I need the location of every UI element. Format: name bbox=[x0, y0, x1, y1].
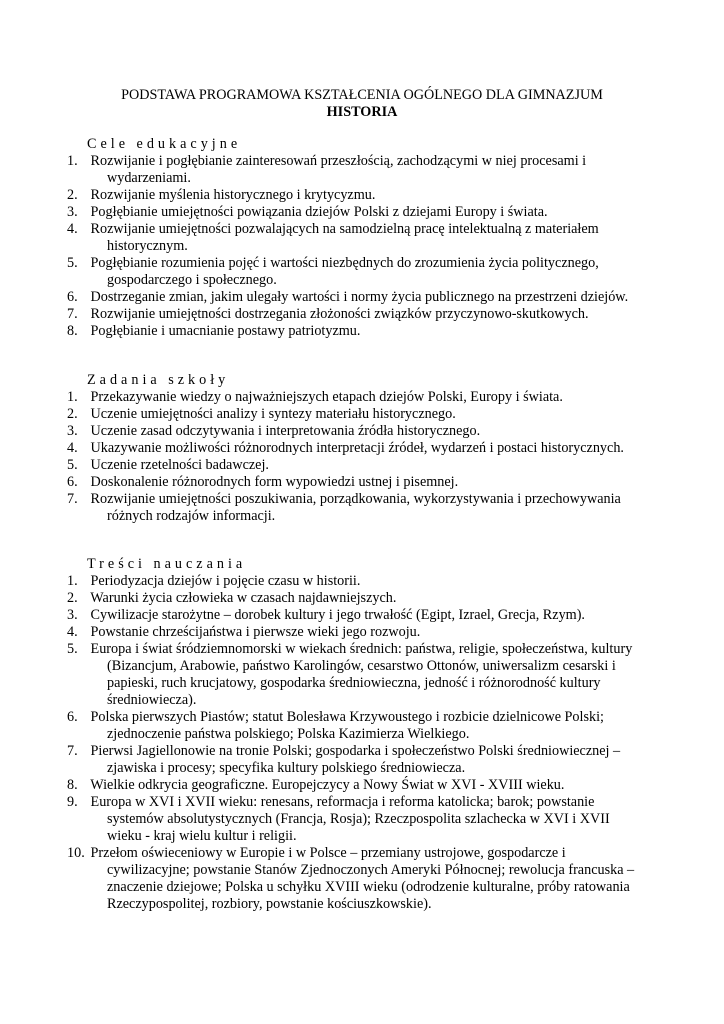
goals-list bbox=[67, 153, 647, 340]
section-cele-edukacyjne bbox=[67, 136, 647, 340]
item-text: Pierwsi Jagiellonowie na tronie Polski; gospodarka i społeczeństwo Polski średniowiecznej – zjawiska i procesy; specyfika kultury polskiego średniowiecza. bbox=[90, 743, 621, 776]
section-heading: Treści nauczania bbox=[87, 556, 247, 572]
content-list bbox=[67, 573, 647, 913]
list-item: 4. Ukazywanie możliwości różnorodnych interpretacji źródeł, wydarzeń i postaci historycznych. bbox=[67, 440, 624, 456]
section-heading: Zadania szkoły bbox=[87, 372, 230, 388]
list-item: 3. Cywilizacje starożytne – dorobek kultury i jego trwałość (Egipt, Izrael, Grecja, Rzym). bbox=[67, 607, 585, 623]
item-text: Polska pierwszych Piastów; statut Bolesława Krzywoustego i rozbicie dzielnicowe Polski; zjednoczenie państwa polskiego; Polska Kazimierza Wielkiego. bbox=[90, 709, 604, 742]
list-item: 10. Przełom oświeceniowy w Europie i w Polsce – przemiany ustrojowe, gospodarcze i cywilizacyjne; powstanie Stanów Zjednoczonych Ameryki Północnej; rewolucja francuska – znaczenie dziejowe; Polska u schyłku XVIII wieku (odrodzenie kulturalne, próby ratowania Rzeczypospolitej, rozbiory, powstanie kościuszkowskie). bbox=[67, 845, 635, 912]
item-text: Europa w XVI i XVII wieku: renesans, reformacja i reforma katolicka; barok; powstanie systemów absolutystycznych (Francja, Rosja); Rzeczpospolita szlachecka w XVI i XVII wieku - kraj wielu kultur i religii. bbox=[90, 794, 610, 844]
list-item: 7. Rozwijanie umiejętności dostrzegania złożoności związków przyczynowo-skutkowych. bbox=[67, 306, 589, 322]
item-text: Periodyzacja dziejów i pojęcie czasu w historii. bbox=[90, 573, 361, 589]
list-item: 1. Przekazywanie wiedzy o najważniejszych etapach dziejów Polski, Europy i świata. bbox=[67, 389, 563, 405]
item-text: Rozwijanie umiejętności pozwalających na samodzielną pracę intelektualną z materiałem historycznym. bbox=[90, 221, 599, 254]
list-item: 2. Warunki życia człowieka w czasach najdawniejszych. bbox=[67, 590, 397, 606]
item-text: Uczenie zasad odczytywania i interpretowania źródła historycznego. bbox=[90, 423, 481, 439]
list-item: 1. Periodyzacja dziejów i pojęcie czasu w historii. bbox=[67, 573, 361, 589]
item-text: Cywilizacje starożytne – dorobek kultury i jego trwałość (Egipt, Izrael, Grecja, Rzym). bbox=[90, 607, 585, 623]
item-text: Ukazywanie możliwości różnorodnych interpretacji źródeł, wydarzeń i postaci historycznych. bbox=[90, 440, 624, 456]
list-item: 2. Uczenie umiejętności analizy i syntezy materiału historycznego. bbox=[67, 406, 456, 422]
list-item: 6. Dostrzeganie zmian, jakim ulegały wartości i normy życia publicznego na przestrzeni dziejów. bbox=[67, 289, 629, 305]
item-text: Uczenie rzetelności badawczej. bbox=[90, 457, 269, 473]
list-item: 6. Doskonalenie różnorodnych form wypowiedzi ustnej i pisemnej. bbox=[67, 474, 459, 490]
item-text: Uczenie umiejętności analizy i syntezy materiału historycznego. bbox=[90, 406, 456, 422]
list-item: 7. Pierwsi Jagiellonowie na tronie Polski; gospodarka i społeczeństwo Polski średniowiecznej – zjawiska i procesy; specyfika kultury polskiego średniowiecza. bbox=[67, 743, 621, 776]
list-item: 2. Rozwijanie myślenia historycznego i krytycyzmu. bbox=[67, 187, 376, 203]
item-text: Rozwijanie i pogłębianie zainteresowań przeszłością, zachodzącymi w niej procesami i wydarzeniami. bbox=[90, 153, 587, 186]
item-text: Pogłębianie rozumienia pojęć i wartości niezbędnych do zrozumienia życia politycznego, gospodarczego i społecznego. bbox=[90, 255, 599, 288]
list-item: 5. Uczenie rzetelności badawczej. bbox=[67, 457, 269, 473]
section-zadania-szkoly bbox=[67, 372, 647, 525]
document-title: PODSTAWA PROGRAMOWA KSZTAŁCENIA OGÓLNEGO DLA GIMNAZJUM bbox=[121, 87, 603, 103]
section-tresci-nauczania bbox=[67, 556, 647, 913]
item-text: Przekazywanie wiedzy o najważniejszych etapach dziejów Polski, Europy i świata. bbox=[90, 389, 563, 405]
tasks-list bbox=[67, 389, 647, 525]
item-text: Wielkie odkrycia geograficzne. Europejczycy a Nowy Świat w XVI - XVIII wieku. bbox=[90, 777, 565, 793]
list-item: 4. Powstanie chrześcijaństwa i pierwsze wieki jego rozwoju. bbox=[67, 624, 421, 640]
item-text: Pogłębianie i umacnianie postawy patriotyzmu. bbox=[90, 323, 361, 339]
item-text: Powstanie chrześcijaństwa i pierwsze wieki jego rozwoju. bbox=[90, 624, 421, 640]
item-text: Warunki życia człowieka w czasach najdawniejszych. bbox=[90, 590, 397, 606]
item-text: Przełom oświeceniowy w Europie i w Polsce – przemiany ustrojowe, gospodarcze i cywilizacyjne; powstanie Stanów Zjednoczonych Ameryki Północnej; rewolucja francuska – znaczenie dziejowe; Polska u schyłku XVIII wieku (odrodzenie kulturalne, próby ratowania Rzeczypospolitej, rozbiory, powstanie kościuszkowskie). bbox=[90, 845, 635, 912]
list-item: 6. Polska pierwszych Piastów; statut Bolesława Krzywoustego i rozbicie dzielnicowe Polski; zjednoczenie państwa polskiego; Polska Kazimierza Wielkiego. bbox=[67, 709, 604, 742]
list-item: 3. Pogłębianie umiejętności powiązania dziejów Polski z dziejami Europy i świata. bbox=[67, 204, 548, 220]
item-text: Pogłębianie umiejętności powiązania dziejów Polski z dziejami Europy i świata. bbox=[90, 204, 548, 220]
list-item: 7. Rozwijanie umiejętności poszukiwania, porządkowania, wykorzystywania i przechowywania różnych rodzajów informacji. bbox=[67, 491, 621, 524]
list-item: 8. Wielkie odkrycia geograficzne. Europejczycy a Nowy Świat w XVI - XVIII wieku. bbox=[67, 777, 565, 793]
list-item: 1. Rozwijanie i pogłębianie zainteresowań przeszłością, zachodzącymi w niej procesami i wydarzeniami. bbox=[67, 153, 587, 186]
list-item: 5. Pogłębianie rozumienia pojęć i wartości niezbędnych do zrozumienia życia politycznego, gospodarczego i społecznego. bbox=[67, 255, 599, 288]
item-text: Rozwijanie myślenia historycznego i krytycyzmu. bbox=[90, 187, 376, 203]
list-item: 9. Europa w XVI i XVII wieku: renesans, reformacja i reforma katolicka; barok; powstanie systemów absolutystycznych (Francja, Rosja); Rzeczpospolita szlachecka w XVI i XVII wieku - kraj wielu kultur i religii. bbox=[67, 794, 610, 844]
item-text: Rozwijanie umiejętności poszukiwania, porządkowania, wykorzystywania i przechowywania różnych rodzajów informacji. bbox=[90, 491, 621, 524]
list-item: 4. Rozwijanie umiejętności pozwalających na samodzielną pracę intelektualną z materiałem historycznym. bbox=[67, 221, 599, 254]
list-item: 3. Uczenie zasad odczytywania i interpretowania źródła historycznego. bbox=[67, 423, 481, 439]
list-item: 5. Europa i świat śródziemnomorski w wiekach średnich: państwa, religie, społeczeństwa, kultury (Bizancjum, Arabowie, państwo Karolingów, cesarstwo Ottonów, uniwersalizm cesarski i papieski, ruch krucjatowy, gospodarka średniowieczna, jedność i różnorodność kultury średniowiecza). bbox=[67, 641, 633, 708]
item-text: Doskonalenie różnorodnych form wypowiedzi ustnej i pisemnej. bbox=[90, 474, 459, 490]
item-text: Dostrzeganie zmian, jakim ulegały wartości i normy życia publicznego na przestrzeni dziejów. bbox=[90, 289, 629, 305]
list-item: 8. Pogłębianie i umacnianie postawy patriotyzmu. bbox=[67, 323, 361, 339]
document-subtitle: HISTORIA bbox=[326, 104, 398, 120]
item-text: Rozwijanie umiejętności dostrzegania złożoności związków przyczynowo-skutkowych. bbox=[90, 306, 589, 322]
item-text: Europa i świat śródziemnomorski w wiekach średnich: państwa, religie, społeczeństwa, kultury (Bizancjum, Arabowie, państwo Karolingów, cesarstwo Ottonów, uniwersalizm cesarski i papieski, ruch krucjatowy, gospodarka średniowieczna, jedność i różnorodność kultury średniowiecza). bbox=[90, 641, 633, 708]
section-heading: Cele edukacyjne bbox=[87, 136, 242, 152]
